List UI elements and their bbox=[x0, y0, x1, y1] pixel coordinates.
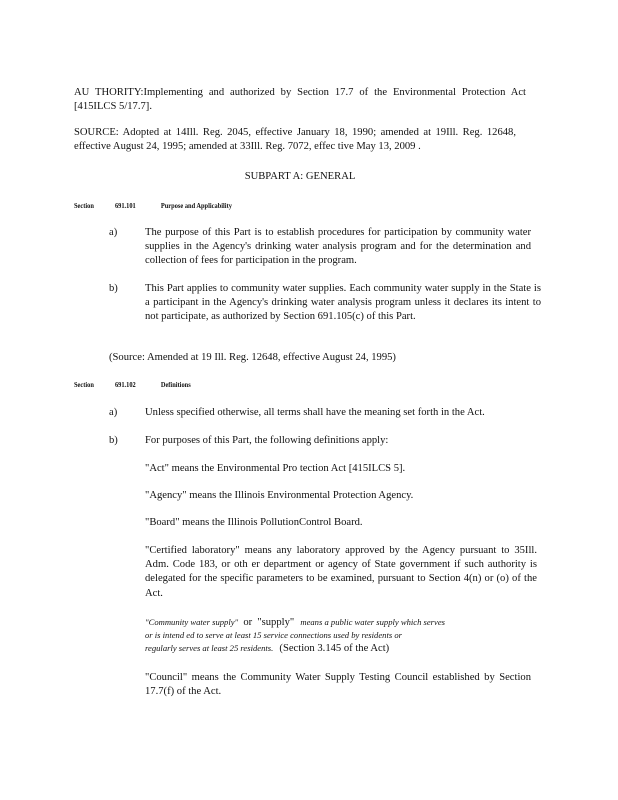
definition-certified-laboratory: "Certified laboratory" means any laboratory approved by the Agency pursuant to 35Ill. Adm. Code 183, or oth er department or agency of State government if such authority is delegated for the specific parameters to be examined, pursuant to Section 4(n) or (o) of the Act. bbox=[145, 545, 537, 599]
definition-text: regularly serves at least 25 residents. bbox=[145, 642, 274, 653]
definition-line bbox=[145, 642, 537, 655]
item-label: b) bbox=[109, 435, 118, 446]
defined-term: "Community water supply" bbox=[145, 617, 239, 627]
section-title: Purpose and Applicability bbox=[160, 201, 232, 210]
statutory-citation: (Section 3.145 of the Act) bbox=[279, 642, 390, 654]
section-source-note: (Source: Amended at 19 Ill. Reg. 12648, effective August 24, 1995) bbox=[109, 352, 396, 363]
item-label: a) bbox=[109, 227, 118, 238]
section-title: Definitions bbox=[160, 380, 191, 389]
definition-council: "Council" means the Community Water Supply Testing Council established by Section 17.7(f) of the Act. bbox=[145, 672, 531, 698]
subpart-heading: SUBPART A: GENERAL bbox=[244, 171, 356, 182]
definitions-intro-b: For purposes of this Part, the following definitions apply: bbox=[145, 435, 389, 446]
section-number: 691.101 bbox=[114, 201, 136, 210]
item-label: b) bbox=[109, 283, 118, 294]
definition-text: or is intend ed to serve at least 15 service connections used by residents or bbox=[145, 630, 402, 641]
definition-line bbox=[145, 629, 537, 641]
authority-note: AU THORITY:Implementing and authorized by Section 17.7 of the Environmental Protection Act [415ILCS 5/17.7]. bbox=[74, 87, 526, 113]
definition-board: "Board" means the Illinois PollutionControl Board. bbox=[145, 517, 363, 528]
definition-community-water-supply bbox=[145, 616, 537, 655]
definitions-intro-a: Unless specified otherwise, all terms shall have the meaning set forth in the Act. bbox=[145, 407, 485, 418]
defined-term: "supply" bbox=[257, 617, 295, 628]
definition-line bbox=[145, 616, 537, 629]
purpose-paragraph: The purpose of this Part is to establish procedures for participation by community water supplies in the Agency's drinking water analysis program and for the determination and collection of fees for participation in the program. bbox=[145, 227, 531, 267]
item-label: a) bbox=[109, 407, 118, 418]
section-word: Section bbox=[74, 380, 94, 389]
definition-agency: "Agency" means the Illinois Environmental Protection Agency. bbox=[145, 490, 414, 501]
applicability-paragraph: This Part applies to community water supplies. Each community water supply in the State is a participant in the Agency's drinking water analysis program unless it declares its intent to not participate, as authorized by Section 691.105(c) of this Part. bbox=[145, 283, 541, 323]
definition-text: means a public water supply which serves bbox=[300, 617, 446, 627]
section-word: Section bbox=[74, 201, 94, 210]
source-note: SOURCE: Adopted at 14Ill. Reg. 2045, effective January 18, 1990; amended at 19Ill. Reg. 12648, effective August 24, 1995; amended at 33Ill. Reg. 7072, effec tive May 13, 2009 . bbox=[74, 127, 516, 153]
definition-act: "Act" means the Environmental Pro tection Act [415ILCS 5]. bbox=[145, 463, 406, 474]
section-heading-691-102 bbox=[74, 380, 191, 389]
section-number: 691.102 bbox=[114, 380, 136, 389]
section-heading-691-101 bbox=[74, 201, 232, 210]
conjunction: or bbox=[243, 617, 253, 628]
